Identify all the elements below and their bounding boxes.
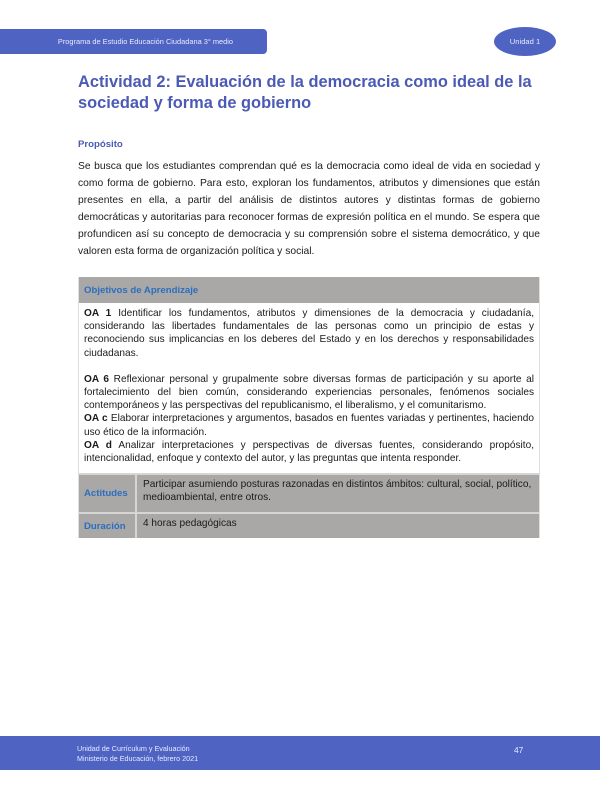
activity-title: Actividad 2: Evaluación de la democracia como ideal de la sociedad y forma de gobierno — [78, 73, 532, 112]
unit-label: Unidad 1 — [509, 37, 541, 46]
program-title: Programa de Estudio Educación Ciudadana 3° medio — [57, 37, 233, 46]
objective-item — [84, 307, 534, 360]
objective-item — [84, 412, 534, 438]
footer-credits — [77, 744, 198, 764]
purpose-heading: Propósito — [78, 139, 123, 150]
objectives-table — [78, 277, 540, 538]
footer-line-2: Ministerio de Educación, febrero 2021 — [77, 754, 199, 763]
objective-item — [84, 373, 534, 413]
attitudes-text: Participar asumiendo posturas razonadas en distintos ámbitos: cultural, social, político, medioambiental, entre otros. — [143, 479, 532, 504]
objective-code: OA c — [84, 413, 108, 425]
attitudes-label: Actitudes — [79, 475, 137, 512]
objectives-heading: Objetivos de Aprendizaje — [84, 284, 199, 296]
unit-badge — [494, 27, 556, 56]
objectives-header — [79, 277, 539, 303]
objective-text: Analizar interpretaciones y perspectivas de diversas fuentes, considerando propósito, intencionalidad, enfoque y contexto del autor, y las preguntas que intenta responder. — [84, 439, 534, 465]
objectives-body — [79, 303, 539, 473]
duration-text: 4 horas pedagógicas — [143, 518, 237, 530]
objective-code: OA 1 — [84, 308, 112, 319]
purpose-text: Se busca que los estudiantes comprendan qué es la democracia como ideal de vida en sociedad y como forma de gobierno. Para esto, exploran los fundamentos, atributos y dimensiones que están presentes en ella, a partir del análisis de distintos autores y distintas formas de gobierno democráticas y autoritarias para reconocer formas de expresión política en el mundo. Se espera que profundicen así su concepto de democracia y su comprensión sobre el sistema democrático, y que valoren esta forma de organización política y social. — [78, 161, 540, 257]
page-number: 47 — [514, 745, 524, 755]
objective-text: Elaborar interpretaciones y argumentos, basados en fuentes variadas y pertinentes, haciendo uso ético de la información. — [84, 413, 535, 438]
objective-text: Reflexionar personal y grupalmente sobre diversas formas de participación y su aporte al fortalecimiento del bien común, considerando experiencias personales, fenómenos sociales contemporáneos y las perspectivas del republicanismo, el liberalismo, y el comunitarismo. — [84, 373, 535, 412]
footer-line-1: Unidad de Currículum y Evaluación — [77, 744, 190, 753]
duration-label: Duración — [79, 514, 137, 538]
attitudes-row — [79, 473, 539, 512]
objective-text: Identificar los fundamentos, atributos y dimensiones de la democracia y ciudadanía, considerando las libertades fundamentales de las personas como un principio de estas y reconociendo sus implicancias en los deberes del Estado y en los derechos y responsabilidades ciudadanas. — [84, 308, 535, 359]
objective-item — [84, 439, 534, 465]
objective-code: OA d — [84, 439, 112, 451]
duration-row — [79, 512, 539, 538]
footer-bar — [0, 736, 600, 770]
header-program-bar — [0, 29, 267, 54]
objective-code: OA 6 — [84, 373, 110, 385]
